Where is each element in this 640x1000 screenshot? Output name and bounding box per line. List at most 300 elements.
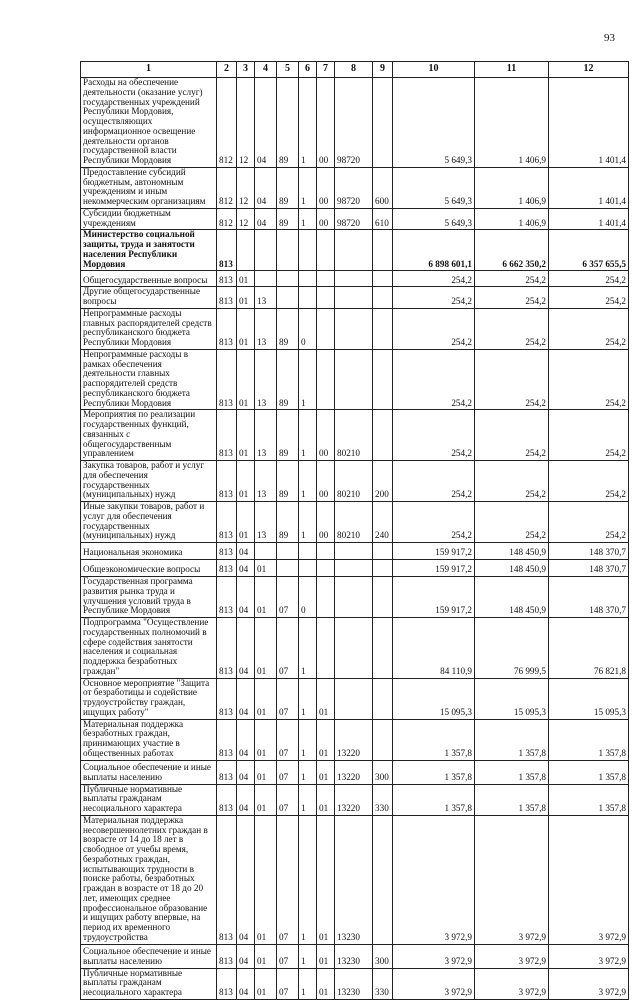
amount-2022-cell: 254,2: [475, 502, 549, 543]
amount-2022-cell: 1 357,8: [475, 784, 549, 815]
section-cell: 12: [237, 208, 255, 230]
section-cell: 04: [237, 577, 255, 618]
amount-2021-cell: 3 972,9: [393, 968, 475, 999]
event-cell: 00: [317, 461, 335, 502]
direction-cell: 98720: [335, 167, 373, 208]
amount-2023-cell: 254,2: [549, 308, 629, 349]
section-cell: 04: [237, 968, 255, 999]
program-cell: 07: [277, 678, 299, 719]
amount-2023-cell: 254,2: [549, 410, 629, 461]
description-cell: Предоставление субсидий бюджетным, автономным учреждениям и иным некоммерческим организациям: [81, 167, 217, 208]
amount-2023-cell: 1 401,4: [549, 167, 629, 208]
program-cell: 07: [277, 784, 299, 815]
amount-2021-cell: 254,2: [393, 271, 475, 287]
admin-code-cell: 813: [217, 719, 237, 760]
event-cell: 01: [317, 719, 335, 760]
direction-cell: 13230: [335, 815, 373, 944]
subsection-cell: 13: [255, 461, 277, 502]
expense-type-cell: [373, 577, 393, 618]
table-row: [81, 502, 629, 543]
direction-cell: [335, 349, 373, 410]
amount-2023-cell: 148 370,7: [549, 577, 629, 618]
subsection-cell: 04: [255, 78, 277, 168]
program-cell: 07: [277, 577, 299, 618]
expense-type-cell: 300: [373, 944, 393, 968]
amount-2023-cell: 148 370,7: [549, 543, 629, 560]
expense-type-cell: [373, 287, 393, 309]
section-cell: 04: [237, 543, 255, 560]
page-number: 93: [604, 32, 615, 44]
amount-2023-cell: 3 972,9: [549, 968, 629, 999]
admin-code-cell: 813: [217, 271, 237, 287]
amount-2021-cell: 5 649,3: [393, 208, 475, 230]
section-cell: [237, 230, 255, 271]
description-cell: Материальная поддержка несовершеннолетних граждан в возрасте от 14 до 18 лет в свободное от учебы время, безработных граждан, испытывающих трудности в поиске работы, безработных граждан в возрасте от 18 до 20 лет, имеющих среднее профессиональное образование и ищущих работу впервые, на период их временного трудоустройства: [81, 815, 217, 944]
amount-2021-cell: 1 357,8: [393, 719, 475, 760]
amount-2021-cell: 1 357,8: [393, 760, 475, 784]
expense-type-cell: [373, 78, 393, 168]
subprogram-cell: 1: [299, 784, 317, 815]
direction-cell: 13220: [335, 760, 373, 784]
event-cell: 00: [317, 410, 335, 461]
expense-type-cell: 330: [373, 968, 393, 999]
subprogram-cell: 1: [299, 760, 317, 784]
description-cell: Непрограммные расходы в рамках обеспечения деятельности главных распорядителей средств республиканского бюджета Республики Мордовия: [81, 349, 217, 410]
event-cell: [317, 618, 335, 679]
table-row: [81, 78, 629, 168]
header-cell: 2: [217, 62, 237, 78]
subsection-cell: 13: [255, 349, 277, 410]
program-cell: [277, 271, 299, 287]
expense-type-cell: 610: [373, 208, 393, 230]
amount-2022-cell: 148 450,9: [475, 577, 549, 618]
program-cell: [277, 287, 299, 309]
header-cell: 12: [549, 62, 629, 78]
expense-type-cell: [373, 410, 393, 461]
subsection-cell: 01: [255, 560, 277, 577]
amount-2023-cell: 254,2: [549, 502, 629, 543]
amount-2021-cell: 254,2: [393, 349, 475, 410]
direction-cell: 80210: [335, 461, 373, 502]
expense-type-cell: [373, 719, 393, 760]
table-row: [81, 577, 629, 618]
header-cell: 10: [393, 62, 475, 78]
table-row: [81, 618, 629, 679]
amount-2022-cell: 6 662 350,2: [475, 230, 549, 271]
admin-code-cell: 813: [217, 944, 237, 968]
subprogram-cell: 1: [299, 502, 317, 543]
event-cell: [317, 560, 335, 577]
section-cell: 04: [237, 784, 255, 815]
subprogram-cell: 1: [299, 410, 317, 461]
expense-type-cell: [373, 560, 393, 577]
description-cell: Подпрограмма "Осуществление государственных полномочий в сфере содействия занятости населения и социальная поддержка безработных граждан": [81, 618, 217, 679]
direction-cell: 80210: [335, 502, 373, 543]
program-cell: 89: [277, 461, 299, 502]
event-cell: [317, 230, 335, 271]
program-cell: 07: [277, 815, 299, 944]
amount-2021-cell: 15 095,3: [393, 678, 475, 719]
amount-2022-cell: 148 450,9: [475, 543, 549, 560]
event-cell: [317, 308, 335, 349]
amount-2021-cell: 3 972,9: [393, 815, 475, 944]
amount-2023-cell: 15 095,3: [549, 678, 629, 719]
direction-cell: [335, 577, 373, 618]
header-cell: 1: [81, 62, 217, 78]
expense-type-cell: 200: [373, 461, 393, 502]
description-cell: Государственная программа развития рынка труда и улучшения условий труда в Республике Мордовия: [81, 577, 217, 618]
event-cell: 01: [317, 944, 335, 968]
amount-2021-cell: 159 917,2: [393, 543, 475, 560]
amount-2022-cell: 3 972,9: [475, 815, 549, 944]
section-cell: 04: [237, 944, 255, 968]
table-row: [81, 543, 629, 560]
amount-2023-cell: 1 357,8: [549, 784, 629, 815]
subsection-cell: 04: [255, 208, 277, 230]
header-cell: 5: [277, 62, 299, 78]
amount-2021-cell: 254,2: [393, 461, 475, 502]
amount-2021-cell: 254,2: [393, 287, 475, 309]
description-cell: Министерство социальной защиты, труда и занятости населения Республики Мордовия: [81, 230, 217, 271]
subsection-cell: 13: [255, 287, 277, 309]
header-cell: 11: [475, 62, 549, 78]
admin-code-cell: 813: [217, 760, 237, 784]
description-cell: Социальное обеспечение и иные выплаты населению: [81, 760, 217, 784]
program-cell: 89: [277, 78, 299, 168]
direction-cell: 13220: [335, 784, 373, 815]
expense-type-cell: [373, 815, 393, 944]
table-row: [81, 461, 629, 502]
section-cell: 04: [237, 678, 255, 719]
subprogram-cell: 1: [299, 678, 317, 719]
section-cell: 04: [237, 719, 255, 760]
program-cell: 07: [277, 968, 299, 999]
direction-cell: 13230: [335, 968, 373, 999]
subsection-cell: 13: [255, 308, 277, 349]
subsection-cell: 13: [255, 502, 277, 543]
section-cell: 01: [237, 271, 255, 287]
subprogram-cell: 0: [299, 308, 317, 349]
section-cell: 04: [237, 760, 255, 784]
program-cell: [277, 560, 299, 577]
admin-code-cell: 813: [217, 287, 237, 309]
subsection-cell: 01: [255, 618, 277, 679]
section-cell: 01: [237, 308, 255, 349]
event-cell: [317, 349, 335, 410]
table-header-row: [81, 62, 629, 78]
event-cell: [317, 271, 335, 287]
table-row: [81, 560, 629, 577]
subprogram-cell: 1: [299, 815, 317, 944]
admin-code-cell: 813: [217, 678, 237, 719]
description-cell: Мероприятия по реализации государственных функций, связанных с общегосударственным управлением: [81, 410, 217, 461]
amount-2022-cell: 254,2: [475, 287, 549, 309]
amount-2021-cell: 254,2: [393, 410, 475, 461]
subprogram-cell: [299, 271, 317, 287]
description-cell: Расходы на обеспечение деятельности (оказание услуг) государственных учреждений Республики Мордовия, осуществляющих информационное освещение деятельности органов государственной власти Республики Мордовия: [81, 78, 217, 168]
subprogram-cell: [299, 230, 317, 271]
table-row: [81, 208, 629, 230]
subsection-cell: [255, 543, 277, 560]
direction-cell: [335, 618, 373, 679]
admin-code-cell: 812: [217, 167, 237, 208]
description-cell: Основное мероприятие "Защита от безработицы и содействие трудоустройству граждан, ищущих работу": [81, 678, 217, 719]
expense-type-cell: 240: [373, 502, 393, 543]
amount-2023-cell: 3 972,9: [549, 944, 629, 968]
event-cell: [317, 577, 335, 618]
subsection-cell: 13: [255, 410, 277, 461]
program-cell: 89: [277, 502, 299, 543]
subsection-cell: 04: [255, 167, 277, 208]
direction-cell: [335, 230, 373, 271]
event-cell: [317, 287, 335, 309]
subprogram-cell: 1: [299, 461, 317, 502]
amount-2022-cell: 1 357,8: [475, 760, 549, 784]
section-cell: 01: [237, 410, 255, 461]
table-row: [81, 719, 629, 760]
admin-code-cell: 813: [217, 349, 237, 410]
event-cell: 01: [317, 815, 335, 944]
description-cell: Другие общегосударственные вопросы: [81, 287, 217, 309]
subprogram-cell: 1: [299, 167, 317, 208]
program-cell: 89: [277, 410, 299, 461]
amount-2023-cell: 254,2: [549, 349, 629, 410]
program-cell: 07: [277, 944, 299, 968]
description-cell: Социальное обеспечение и иные выплаты населению: [81, 944, 217, 968]
header-cell: 9: [373, 62, 393, 78]
amount-2023-cell: 1 401,4: [549, 208, 629, 230]
section-cell: 01: [237, 461, 255, 502]
amount-2023-cell: 6 357 655,5: [549, 230, 629, 271]
amount-2022-cell: 254,2: [475, 461, 549, 502]
amount-2023-cell: 254,2: [549, 461, 629, 502]
section-cell: 01: [237, 502, 255, 543]
admin-code-cell: 813: [217, 784, 237, 815]
subsection-cell: [255, 230, 277, 271]
header-cell: 8: [335, 62, 373, 78]
admin-code-cell: 813: [217, 502, 237, 543]
table-row: [81, 815, 629, 944]
direction-cell: [335, 271, 373, 287]
section-cell: 04: [237, 618, 255, 679]
amount-2023-cell: 148 370,7: [549, 560, 629, 577]
program-cell: 89: [277, 208, 299, 230]
amount-2022-cell: 76 999,5: [475, 618, 549, 679]
header-cell: 4: [255, 62, 277, 78]
amount-2023-cell: 1 357,8: [549, 760, 629, 784]
subprogram-cell: 1: [299, 968, 317, 999]
subprogram-cell: 1: [299, 208, 317, 230]
subsection-cell: 01: [255, 577, 277, 618]
amount-2022-cell: 1 406,9: [475, 167, 549, 208]
amount-2023-cell: 3 972,9: [549, 815, 629, 944]
subsection-cell: 01: [255, 968, 277, 999]
description-cell: Материальная поддержка безработных граждан, принимающих участие в общественных работах: [81, 719, 217, 760]
direction-cell: [335, 287, 373, 309]
expense-type-cell: [373, 271, 393, 287]
event-cell: 00: [317, 78, 335, 168]
budget-table: [80, 61, 629, 1000]
expense-type-cell: [373, 543, 393, 560]
event-cell: [317, 543, 335, 560]
table-row: [81, 349, 629, 410]
event-cell: 01: [317, 678, 335, 719]
table-row: [81, 230, 629, 271]
event-cell: 01: [317, 760, 335, 784]
subsection-cell: 01: [255, 719, 277, 760]
admin-code-cell: 813: [217, 461, 237, 502]
description-cell: Иные закупки товаров, работ и услуг для обеспечения государственных (муниципальных) нужд: [81, 502, 217, 543]
expense-type-cell: [373, 618, 393, 679]
amount-2022-cell: 1 406,9: [475, 208, 549, 230]
amount-2021-cell: 254,2: [393, 502, 475, 543]
direction-cell: 98720: [335, 208, 373, 230]
amount-2023-cell: 254,2: [549, 271, 629, 287]
admin-code-cell: 813: [217, 308, 237, 349]
table-row: [81, 968, 629, 999]
amount-2021-cell: 84 110,9: [393, 618, 475, 679]
description-cell: Непрограммные расходы главных распорядителей средств республиканского бюджета Республики Мордовия: [81, 308, 217, 349]
description-cell: Публичные нормативные выплаты гражданам несоциального характера: [81, 784, 217, 815]
admin-code-cell: 813: [217, 815, 237, 944]
amount-2022-cell: 254,2: [475, 349, 549, 410]
subprogram-cell: 1: [299, 618, 317, 679]
program-cell: 07: [277, 719, 299, 760]
program-cell: [277, 230, 299, 271]
description-cell: Общегосударственные вопросы: [81, 271, 217, 287]
amount-2021-cell: 3 972,9: [393, 944, 475, 968]
event-cell: 00: [317, 208, 335, 230]
event-cell: 01: [317, 784, 335, 815]
amount-2022-cell: 15 095,3: [475, 678, 549, 719]
header-cell: 6: [299, 62, 317, 78]
expense-type-cell: [373, 349, 393, 410]
table-row: [81, 784, 629, 815]
direction-cell: [335, 543, 373, 560]
section-cell: 04: [237, 815, 255, 944]
admin-code-cell: 812: [217, 208, 237, 230]
description-cell: Публичные нормативные выплаты гражданам несоциального характера: [81, 968, 217, 999]
section-cell: 01: [237, 287, 255, 309]
admin-code-cell: 812: [217, 78, 237, 168]
program-cell: 07: [277, 760, 299, 784]
amount-2022-cell: 1 406,9: [475, 78, 549, 168]
event-cell: 00: [317, 502, 335, 543]
program-cell: [277, 543, 299, 560]
amount-2021-cell: 1 357,8: [393, 784, 475, 815]
amount-2022-cell: 254,2: [475, 308, 549, 349]
direction-cell: 13230: [335, 944, 373, 968]
expense-type-cell: 600: [373, 167, 393, 208]
amount-2022-cell: 3 972,9: [475, 968, 549, 999]
amount-2021-cell: 5 649,3: [393, 78, 475, 168]
amount-2023-cell: 254,2: [549, 287, 629, 309]
table-row: [81, 287, 629, 309]
admin-code-cell: 813: [217, 577, 237, 618]
subprogram-cell: 1: [299, 78, 317, 168]
amount-2023-cell: 1 357,8: [549, 719, 629, 760]
subsection-cell: [255, 271, 277, 287]
header-cell: 7: [317, 62, 335, 78]
direction-cell: [335, 678, 373, 719]
amount-2021-cell: 254,2: [393, 308, 475, 349]
subsection-cell: 01: [255, 944, 277, 968]
section-cell: 12: [237, 167, 255, 208]
amount-2022-cell: 3 972,9: [475, 944, 549, 968]
program-cell: 89: [277, 167, 299, 208]
table-row: [81, 308, 629, 349]
direction-cell: 98720: [335, 78, 373, 168]
event-cell: 01: [317, 968, 335, 999]
amount-2021-cell: 159 917,2: [393, 577, 475, 618]
amount-2022-cell: 148 450,9: [475, 560, 549, 577]
section-cell: 12: [237, 78, 255, 168]
subsection-cell: 01: [255, 784, 277, 815]
subprogram-cell: 1: [299, 944, 317, 968]
subprogram-cell: [299, 560, 317, 577]
subsection-cell: 01: [255, 760, 277, 784]
description-cell: Национальная экономика: [81, 543, 217, 560]
table-row: [81, 944, 629, 968]
program-cell: 89: [277, 349, 299, 410]
amount-2021-cell: 5 649,3: [393, 167, 475, 208]
table-row: [81, 410, 629, 461]
amount-2022-cell: 1 357,8: [475, 719, 549, 760]
table-row: [81, 760, 629, 784]
amount-2023-cell: 76 821,8: [549, 618, 629, 679]
expense-type-cell: 330: [373, 784, 393, 815]
subprogram-cell: 1: [299, 719, 317, 760]
subprogram-cell: [299, 543, 317, 560]
event-cell: 00: [317, 167, 335, 208]
program-cell: 89: [277, 308, 299, 349]
amount-2021-cell: 159 917,2: [393, 560, 475, 577]
admin-code-cell: 813: [217, 968, 237, 999]
admin-code-cell: 813: [217, 560, 237, 577]
program-cell: 07: [277, 618, 299, 679]
admin-code-cell: 813: [217, 618, 237, 679]
amount-2022-cell: 254,2: [475, 410, 549, 461]
description-cell: Субсидии бюджетным учреждениям: [81, 208, 217, 230]
direction-cell: 80210: [335, 410, 373, 461]
expense-type-cell: [373, 230, 393, 271]
expense-type-cell: 300: [373, 760, 393, 784]
expense-type-cell: [373, 678, 393, 719]
amount-2023-cell: 1 401,4: [549, 78, 629, 168]
direction-cell: 13220: [335, 719, 373, 760]
expense-type-cell: [373, 308, 393, 349]
section-cell: 01: [237, 349, 255, 410]
admin-code-cell: 813: [217, 543, 237, 560]
direction-cell: [335, 560, 373, 577]
direction-cell: [335, 308, 373, 349]
description-cell: Закупка товаров, работ и услуг для обеспечения государственных (муниципальных) нужд: [81, 461, 217, 502]
subprogram-cell: [299, 287, 317, 309]
table-row: [81, 678, 629, 719]
header-cell: 3: [237, 62, 255, 78]
subsection-cell: 01: [255, 815, 277, 944]
table-row: [81, 271, 629, 287]
description-cell: Общеэкономические вопросы: [81, 560, 217, 577]
admin-code-cell: 813: [217, 410, 237, 461]
admin-code-cell: 813: [217, 230, 237, 271]
subsection-cell: 01: [255, 678, 277, 719]
table-row: [81, 167, 629, 208]
amount-2021-cell: 6 898 601,1: [393, 230, 475, 271]
amount-2022-cell: 254,2: [475, 271, 549, 287]
subprogram-cell: 1: [299, 349, 317, 410]
section-cell: 04: [237, 560, 255, 577]
